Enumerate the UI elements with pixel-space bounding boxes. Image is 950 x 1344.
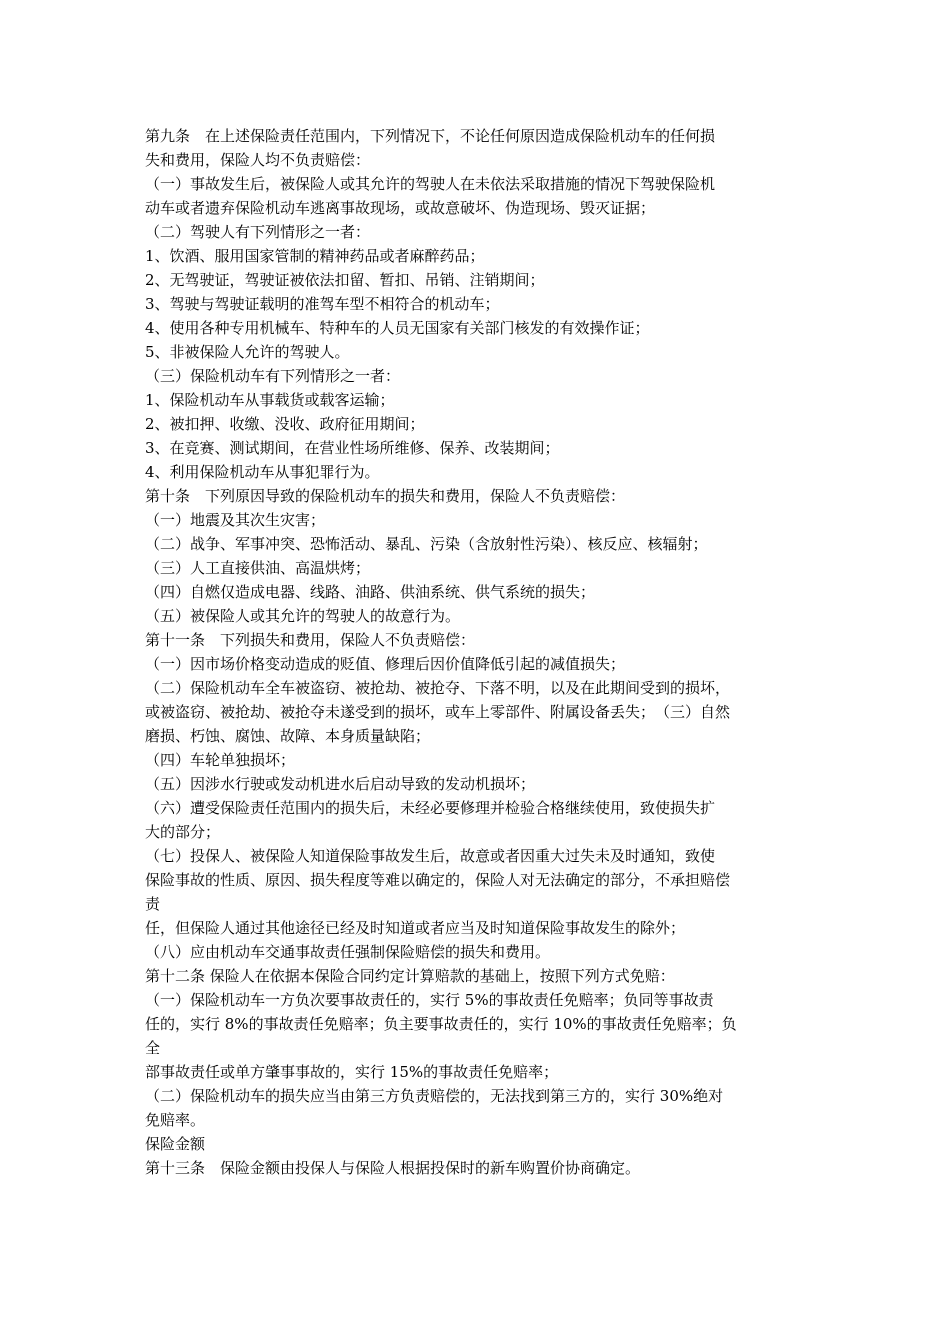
text-line: 责 [145, 895, 161, 913]
text-line: （一）地震及其次生灾害； [145, 511, 326, 529]
text-line: 2、无驾驶证，驾驶证被依法扣留、暂扣、吊销、注销期间； [145, 271, 545, 289]
text-line: 磨损、朽蚀、腐蚀、故障、本身质量缺陷； [145, 727, 431, 745]
text-line: 动车或者遗弃保险机动车逃离事故现场，或故意破坏、伪造现场、毁灭证据； [145, 199, 656, 217]
text-line: 第九条 在上述保险责任范围内，下列情况下，不论任何原因造成保险机动车的任何损 [145, 127, 716, 145]
text-line: 保险事故的性质、原因、损失程度等难以确定的，保险人对无法确定的部分，不承担赔偿 [145, 871, 731, 889]
text-line: （三）人工直接供油、高温烘烤； [145, 559, 371, 577]
text-line: （二）保险机动车全车被盗窃、被抢劫、被抢夺、下落不明，以及在此期间受到的损坏， [145, 679, 731, 697]
text-line: （二）战争、军事冲突、恐怖活动、暴乱、污染（含放射性污染）、核反应、核辐射； [145, 535, 708, 553]
document-body [145, 124, 810, 1180]
text-line: （一）事故发生后，被保险人或其允许的驾驶人在未依法采取措施的情况下驾驶保险机 [145, 175, 716, 193]
text-line: （二）保险机动车的损失应当由第三方负责赔偿的，无法找到第三方的，实行 30%绝对 [145, 1087, 724, 1105]
text-line: 4、利用保险机动车从事犯罪行为。 [145, 463, 380, 481]
text-line: 4、使用各种专用机械车、特种车的人员无国家有关部门核发的有效操作证； [145, 319, 650, 337]
section-heading: 保险金额 [145, 1135, 206, 1153]
text-line: （五）因涉水行驶或发动机进水后启动导致的发动机损坏； [145, 775, 536, 793]
text-line: （三）保险机动车有下列情形之一者： [145, 367, 401, 385]
text-line: （七）投保人、被保险人知道保险事故发生后，故意或者因重大过失未及时通知，致使 [145, 847, 716, 865]
text-line: 2、被扣押、收缴、没收、政府征用期间； [145, 415, 425, 433]
text-line: （一）因市场价格变动造成的贬值、修理后因价值降低引起的减值损失； [145, 655, 626, 673]
text-line: 第十二条 保险人在依据本保险合同约定计算赔款的基础上，按照下列方式免赔： [145, 967, 675, 985]
text-line: 失和费用，保险人均不负责赔偿： [145, 151, 371, 169]
text-line: （一）保险机动车一方负次要事故责任的，实行 5%的事故责任免赔率；负同等事故责 [145, 991, 714, 1009]
text-line: （四）车轮单独损坏； [145, 751, 296, 769]
text-line: 部事故责任或单方肇事事故的，实行 15%的事故责任免赔率； [145, 1063, 559, 1081]
text-line: （八）应由机动车交通事故责任强制保险赔偿的损失和费用。 [145, 943, 551, 961]
text-line: 大的部分； [145, 823, 221, 841]
text-line: 免赔率。 [145, 1111, 206, 1129]
text-line: 1、保险机动车从事载货或载客运输； [145, 391, 395, 409]
text-line: 任的，实行 8%的事故责任免赔率；负主要事故责任的，实行 10%的事故责任免赔率；负 [145, 1015, 737, 1033]
text-line: 第十条 下列原因导致的保险机动车的损失和费用，保险人不负责赔偿： [145, 487, 626, 505]
text-line: （六）遭受保险责任范围内的损失后，未经必要修理并检验合格继续使用，致使损失扩 [145, 799, 716, 817]
text-line: 或被盗窃、被抢劫、被抢夺未遂受到的损坏，或车上零部件、附属设备丢失； （三）自然 [145, 703, 731, 721]
text-line: 全 [145, 1039, 161, 1057]
text-line: 第十一条 下列损失和费用，保险人不负责赔偿： [145, 631, 476, 649]
text-line: （五）被保险人或其允许的驾驶人的故意行为。 [145, 607, 461, 625]
text-line: 第十三条 保险金额由投保人与保险人根据投保时的新车购置价协商确定。 [145, 1159, 641, 1177]
text-line: 1、饮酒、服用国家管制的精神药品或者麻醉药品； [145, 247, 485, 265]
text-line: 5、非被保险人允许的驾驶人。 [145, 343, 350, 361]
text-line: 3、驾驶与驾驶证载明的准驾车型不相符合的机动车； [145, 295, 500, 313]
text-line: （四）自燃仅造成电器、线路、油路、供油系统、供气系统的损失； [145, 583, 596, 601]
text-line: 任，但保险人通过其他途径已经及时知道或者应当及时知道保险事故发生的除外； [145, 919, 686, 937]
text-line: 3、在竞赛、测试期间，在营业性场所维修、保养、改装期间； [145, 439, 560, 457]
text-line: （二）驾驶人有下列情形之一者： [145, 223, 371, 241]
